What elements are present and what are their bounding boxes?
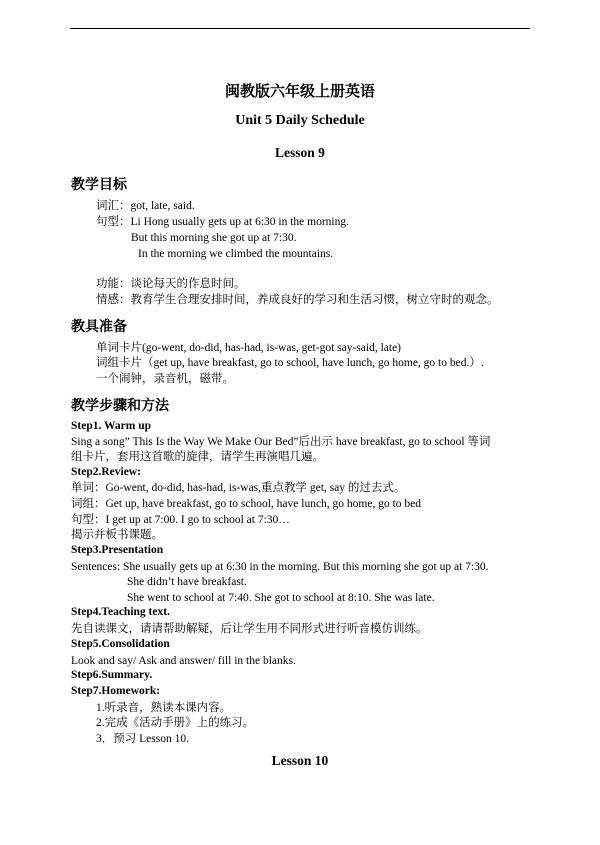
step5-line-1: Look and say/ Ask and answer/ fill in the blanks. xyxy=(71,655,296,667)
step3-line-3: She went to school at 7:40. She got to school at 8:10. She was late. xyxy=(127,592,435,604)
step5-title: Step5.Consolidation xyxy=(71,638,170,650)
step1-line-1: Sing a song” This Is the Way We Make Our Bed”后出示 have breakfast, go to school 等词 xyxy=(71,436,491,448)
prep-heading: 教具准备 xyxy=(71,320,127,335)
prep-line-1: 单词卡片(go-went, do-did, has-had, is-was, get-got say-said, late) xyxy=(96,342,401,354)
lesson-title: Lesson 9 xyxy=(275,145,325,160)
step3-title: Step3.Presentation xyxy=(71,544,164,556)
step3-line-1: Sentences: She usually gets up at 6:30 in the morning. But this morning she got up at 7:30. xyxy=(71,561,489,573)
step4-title: Step4.Teaching text. xyxy=(71,606,170,618)
prep-line-3: 一个闹钟，录音机，磁带。 xyxy=(96,373,234,385)
unit-title: Unit 5 Daily Schedule xyxy=(235,113,365,128)
step2-line-1: 单词：Go-went, do-did, has-had, is-was,重点教学 get, say 的过去式。 xyxy=(71,482,406,494)
goals-sentence-1: 句型：Li Hong usually gets up at 6:30 in the morning. xyxy=(96,216,349,228)
goals-sentence-2: But this morning she got up at 7:30. xyxy=(131,232,297,244)
step2-title: Step2.Review: xyxy=(71,466,141,478)
steps-heading: 教学步骤和方法 xyxy=(71,399,169,414)
step2-line-4: 揭示并板书课题。 xyxy=(71,529,163,541)
goals-heading: 教学目标 xyxy=(71,178,127,193)
step7-title: Step7.Homework: xyxy=(71,685,161,697)
step3-line-2: She didn’t have breakfast. xyxy=(127,576,247,588)
step7-line-2: 2.完成《活动手册》上的练习。 xyxy=(96,717,255,729)
step2-line-2: 词组：Get up, have breakfast, go to school, have lunch, go home, go to bed xyxy=(71,498,422,510)
goals-emotion: 情感：教育学生合理安排时间，养成良好的学习和生活习惯，树立守时的观念。 xyxy=(96,294,499,306)
step4-line-1: 先自读课文，请请帮助解疑，后让学生用不同形式进行听音模仿训练。 xyxy=(71,623,428,635)
step6-title: Step6.Summary. xyxy=(71,669,153,681)
goals-sentence-3: In the morning we climbed the mountains. xyxy=(138,248,334,260)
step2-line-3: 句型：I get up at 7:00. I go to school at 7:30… xyxy=(71,514,290,526)
prep-line-2: 词组卡片（get up, have breakfast, go to school, have lunch, go home, go to bed.）. xyxy=(96,357,484,369)
step1-line-2: 组卡片，套用这首歌的旋律，请学生再演唱几遍。 xyxy=(71,451,324,463)
step1-title: Step1. Warm up xyxy=(71,420,151,432)
goals-vocab: 词汇：got, late, said. xyxy=(96,200,195,212)
next-lesson-title: Lesson 10 xyxy=(271,753,329,768)
step7-line-1: 1.听录音，熟读本课内容。 xyxy=(96,702,232,714)
step7-line-3: 3．预习 Lesson 10. xyxy=(96,733,189,745)
header-rule xyxy=(70,28,530,29)
goals-function: 功能：谈论每天的作息时间。 xyxy=(96,278,246,290)
document-title: 闽教版六年级上册英语 xyxy=(224,84,375,100)
